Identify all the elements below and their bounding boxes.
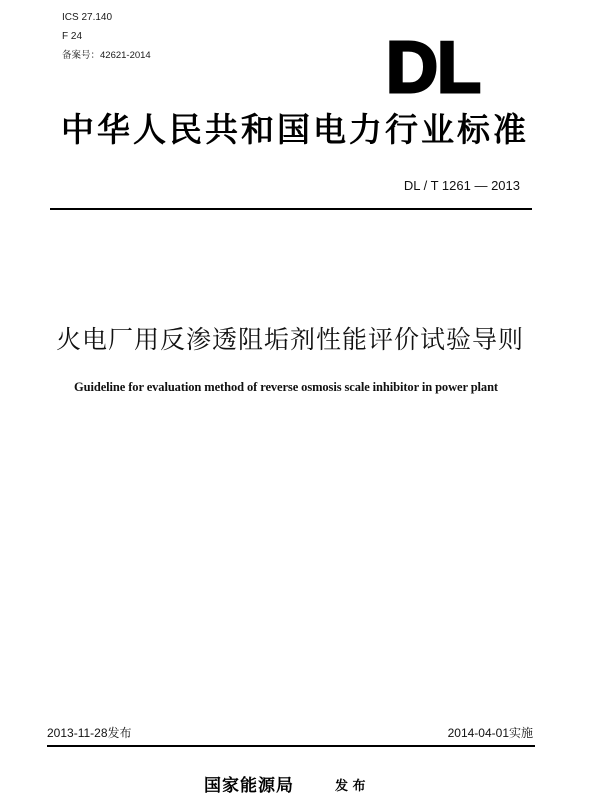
dl-logo: DL [386,28,480,108]
ics-code: ICS 27.140 [62,12,113,23]
document-title-chinese: 火电厂用反渗透阻垢剂性能评价试验导则 [55,325,524,354]
implementation-date: 2014-04-01实施 [447,726,533,740]
issue-date: 2013-11-28发布 [47,726,132,740]
document-title-english: Guideline for evaluation method of reverse osmosis scale inhibitor in power plant [74,380,498,394]
top-divider [50,208,532,210]
record-number: 备案号：42621-2014 [62,50,151,61]
issuer-name: 国家能源局 [204,776,294,796]
ccs-code: F 24 [62,31,83,42]
standard-number: DL / T 1261 — 2013 [403,178,520,193]
issuer-action: 发 布 [335,779,366,794]
organization-title: 中华人民共和国电力行业标准 [61,110,529,149]
bottom-divider [47,745,535,747]
